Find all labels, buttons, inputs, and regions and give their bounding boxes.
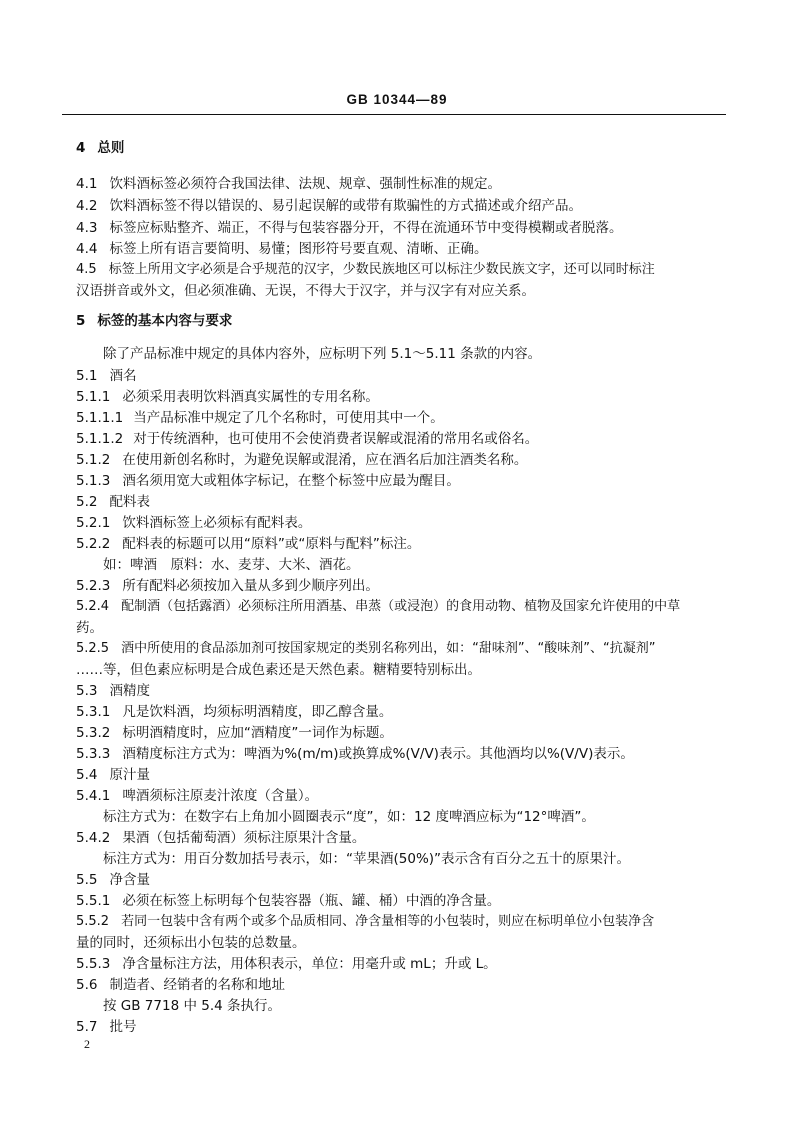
clause-5-5-2-line2: 量的同时，还须标出小包装的总数量。 [76,935,306,951]
clause-5-2-5-line1: 5.2.5 酒中所使用的食品添加剂可按国家规定的类别名称列出，如：“甜味剂”、“酸味剂”、“抗凝剂” [76,641,656,656]
clause-5-1: 5.1 酒名 [76,368,137,384]
clause-5-1-1: 5.1.1 必须采用表明饮料酒真实属性的专用名称。 [76,389,379,405]
clause-5-1-1-1: 5.1.1.1 当产品标准中规定了几个名称时，可使用其中一个。 [76,410,444,426]
clause-4-2: 4.2 饮料酒标签不得以错误的、易引起误解的或带有欺骗性的方式描述或介绍产品。 [76,198,582,214]
clause-5-3-1: 5.3.1 凡是饮料酒，均须标明酒精度，即乙醇含量。 [76,704,393,720]
clause-5-1-1-2: 5.1.1.2 对于传统酒种，也可使用不会使消费者误解或混淆的常用名或俗名。 [76,431,539,447]
clause-5-1-2: 5.1.2 在使用新创名称时，为避免误解或混淆，应在酒名后加注酒类名称。 [76,452,528,468]
clause-5-3-2: 5.3.2 标明酒精度时，应加“酒精度”一词作为标题。 [76,725,393,741]
clause-5-5-2-line1: 5.5.2 若同一包装中含有两个或多个品质相同、净含量相等的小包装时，则应在标明单位小包装净含 [76,914,655,929]
clause-5-2-5-line2: ……等，但色素应标明是合成色素还是天然色素。糖精要特别标出。 [76,662,481,678]
section-5-intro: 除了产品标准中规定的具体内容外，应标明下列 5.1～5.11 条款的内容。 [103,346,542,362]
clause-5-4-2: 5.4.2 果酒（包括葡萄酒）须标注原果汁含量。 [76,830,366,846]
clause-5-2-2: 5.2.2 配料表的标题可以用“原料”或“原料与配料”标注。 [76,536,421,552]
clause-5-2-2-example: 如：啤酒 原料：水、麦芽、大米、酒花。 [103,557,360,573]
clause-5-5-3: 5.5.3 净含量标注方法，用体积表示，单位：用毫升或 mL；升或 L。 [76,956,497,972]
clause-5-4-1: 5.4.1 啤酒须标注原麦汁浓度（含量）。 [76,788,319,804]
clause-4-5-line1: 4.5 标签上所用文字必须是合乎规范的汉字，少数民族地区可以标注少数民族文字，还可以同时标注 [76,262,655,277]
clause-5-5-1: 5.5.1 必须在标签上标明每个包装容器（瓶、罐、桶）中酒的净含量。 [76,893,501,909]
clause-5-4: 5.4 原汁量 [76,767,150,783]
clause-4-5-line2: 汉语拼音或外文，但必须准确、无误，不得大于汉字，并与汉字有对应关系。 [76,283,535,299]
clause-5-4-1-method: 标注方式为：在数字右上角加小圆圈表示“度”，如：12 度啤酒应标为“12°啤酒”。 [103,809,595,825]
section-4-heading: 4 总则 [76,140,125,156]
clause-5-2-1: 5.2.1 饮料酒标签上必须标有配料表。 [76,515,312,531]
clause-5-7: 5.7 批号 [76,1019,137,1035]
clause-5-4-2-method: 标注方式为：用百分数加括号表示，如：“苹果酒(50%)”表示含有百分之五十的原果汁。 [103,851,631,867]
standard-code-header: GB 10344—89 [346,92,448,107]
clause-5-1-3: 5.1.3 酒名须用宽大或粗体字标记，在整个标签中应最为醒目。 [76,473,460,489]
clause-5-5: 5.5 净含量 [76,872,150,888]
clause-5-2-4-line2: 药。 [76,620,103,636]
section-5-heading: 5 标签的基本内容与要求 [76,313,233,329]
clause-5-2-4-line1: 5.2.4 配制酒（包括露酒）必须标注所用酒基、串蒸（或浸泡）的食用动物、植物及国家允许使用的中草 [76,599,681,614]
clause-5-6: 5.6 制造者、经销者的名称和地址 [76,977,285,993]
clause-4-1: 4.1 饮料酒标签必须符合我国法律、法规、规章、强制性标准的规定。 [76,176,501,192]
clause-5-2: 5.2 配料表 [76,494,150,510]
clause-5-2-3: 5.2.3 所有配料必须按加入量从多到少顺序列出。 [76,578,379,594]
clause-5-6-text: 按 GB 7718 中 5.4 条执行。 [103,998,282,1014]
clause-5-3: 5.3 酒精度 [76,683,150,699]
clause-5-3-3: 5.3.3 酒精度标注方式为：啤酒为%(m/m)或换算成%(V/V)表示。其他酒均以%(V/V)表示。 [76,746,634,762]
clause-4-3: 4.3 标签应标贴整齐、端正，不得与包装容器分开，不得在流通环节中变得模糊或者脱落。 [76,220,623,236]
page-number: 2 [84,1037,90,1051]
clause-4-4: 4.4 标签上所有语言要简明、易懂；图形符号要直观、清晰、正确。 [76,241,488,257]
